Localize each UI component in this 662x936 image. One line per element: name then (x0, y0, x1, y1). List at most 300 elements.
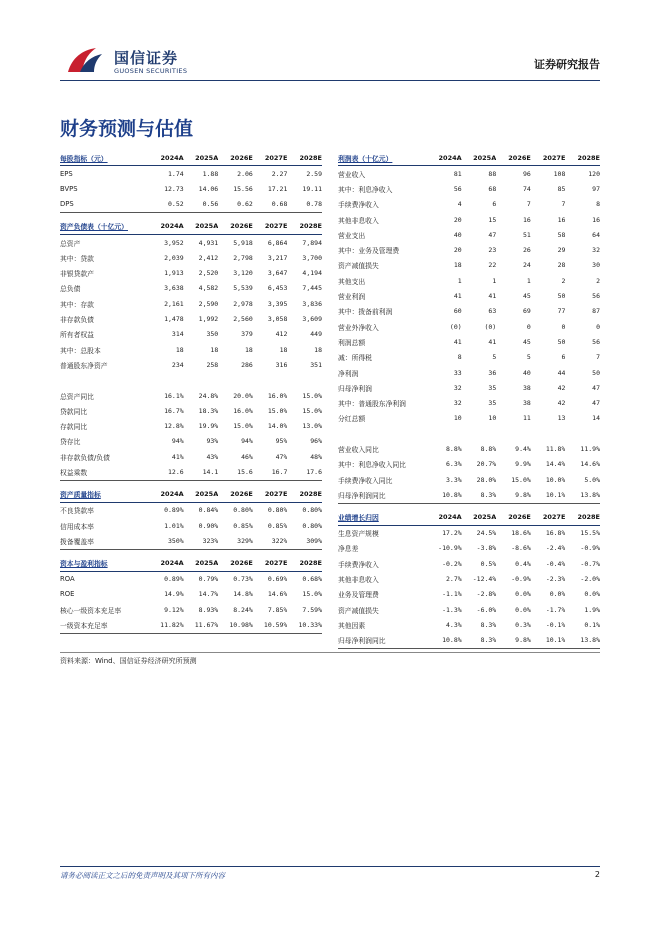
row-value: 0.0% (584, 590, 600, 599)
row-value: 4,582 (198, 284, 219, 293)
row-value: 1.01% (164, 521, 184, 530)
row-value: 17.21 (267, 184, 288, 193)
row-value: -2.0% (580, 575, 600, 584)
row-label: 归母净利润同比 (338, 633, 427, 649)
row-value: 412 (275, 330, 288, 339)
year-header: 2024A (427, 150, 462, 166)
row-label: 其中：拨备前利润 (338, 308, 393, 317)
row-value: 18 (453, 261, 462, 270)
row-value: 10.98% (218, 617, 253, 633)
row-value: 24 (522, 261, 531, 270)
row-value: 3,609 (302, 315, 322, 324)
table-row (338, 472, 600, 487)
row-value: 2,798 (233, 253, 253, 262)
row-value: 15.56 (233, 184, 253, 193)
row-value (184, 373, 219, 388)
row-value: (0) (484, 322, 497, 331)
table-title: 业绩增长归因 (338, 510, 427, 526)
row-value: 0.89% (164, 575, 184, 584)
row-value: 3,120 (233, 269, 253, 278)
row-value: 77 (557, 307, 566, 316)
row-value: 14.9% (164, 590, 184, 599)
row-label: BVPS (60, 184, 78, 193)
table-row (338, 365, 600, 380)
row-value: 3.3% (446, 475, 462, 484)
table-row (338, 304, 600, 319)
row-label: 贷款同比 (60, 407, 88, 416)
table-row (338, 273, 600, 288)
row-value: 0.68 (253, 197, 288, 213)
row-value: 16.7% (164, 406, 184, 415)
row-value: 0.1% (584, 620, 600, 629)
row-value: 2.27 (271, 169, 288, 178)
row-value: 7 (526, 200, 531, 209)
table-header-row (60, 219, 322, 235)
row-value (253, 373, 288, 388)
row-value: 32 (592, 246, 600, 255)
row-value: -0.2% (442, 559, 462, 568)
row-value: 50 (557, 292, 566, 301)
row-value: 41 (488, 337, 497, 346)
row-value: 0.78 (287, 197, 322, 213)
row-value: 47 (592, 399, 600, 408)
page-header (60, 42, 600, 82)
row-value: 0.0% (549, 590, 566, 599)
row-value: 0.4% (515, 559, 531, 568)
table-row (60, 197, 322, 213)
row-label: 资产减值损失 (338, 606, 379, 615)
row-value: 24.5% (476, 529, 497, 538)
row-value: 323% (184, 533, 219, 549)
row-value: (0) (449, 322, 462, 331)
row-label: 营业外净收入 (338, 323, 379, 332)
row-value: 3,952 (164, 238, 184, 247)
table-row (338, 380, 600, 395)
row-value: 33 (453, 368, 462, 377)
row-value: 94% (171, 437, 184, 446)
table-header-row (60, 487, 322, 503)
row-value: 15 (488, 215, 497, 224)
row-value: 47% (275, 452, 288, 461)
row-value: 16.8% (545, 529, 566, 538)
row-value: 10.59% (253, 617, 288, 633)
row-value: 8.8% (480, 444, 497, 453)
year-header: 2026E (496, 150, 531, 166)
row-label: 一级资本充足率 (60, 617, 149, 633)
row-value: 5,539 (233, 284, 253, 293)
table-row (338, 541, 600, 556)
financial-table (60, 150, 322, 213)
left-column-tables (60, 150, 322, 640)
row-value: 2.7% (446, 575, 462, 584)
year-header: 2028E (565, 150, 600, 166)
table-row (338, 487, 600, 503)
row-value: 350% (149, 533, 184, 549)
row-value: 7,894 (302, 238, 322, 247)
row-value: 379 (241, 330, 253, 339)
table-row (338, 258, 600, 273)
row-value: 9.9% (515, 460, 531, 469)
row-label: 其他非息收入 (338, 576, 379, 585)
row-value (427, 426, 462, 441)
table-row (338, 350, 600, 365)
row-value: -1.3% (442, 605, 462, 614)
table-row (60, 166, 322, 182)
row-value: 19.9% (198, 422, 219, 431)
row-value: 14.06 (198, 184, 219, 193)
row-label: 减：所得税 (338, 354, 372, 363)
row-value: 5 (492, 353, 497, 362)
row-value: 7.85% (267, 605, 288, 614)
row-value: 2.59 (306, 169, 322, 178)
row-value: -6.0% (476, 605, 497, 614)
table-row (60, 418, 322, 433)
table-row (60, 617, 322, 633)
row-value: 18.6% (511, 529, 531, 538)
table-row (338, 242, 600, 257)
row-label: 营业利润 (338, 293, 366, 302)
table-row (60, 265, 322, 280)
row-value: 32 (453, 383, 462, 392)
row-value: 41% (171, 452, 184, 461)
row-value: 7,445 (302, 284, 322, 293)
year-header: 2025A (184, 219, 219, 235)
data-source-note: 资料来源：Wind、国信证券经济研究所预测 (60, 657, 197, 665)
row-value: 9.8% (496, 633, 531, 649)
row-value: 120 (588, 169, 600, 178)
row-value: 0.62 (218, 197, 253, 213)
source-divider (60, 652, 600, 653)
row-value: 316 (275, 360, 288, 369)
row-value: 1,478 (164, 315, 184, 324)
year-header: 2025A (184, 150, 219, 166)
table-row (338, 319, 600, 334)
row-value: -12.4% (472, 575, 497, 584)
row-value: 5,918 (233, 238, 253, 247)
row-label: 贷存比 (60, 438, 81, 447)
row-value: 0.56 (184, 197, 219, 213)
row-value: 18 (279, 345, 288, 354)
row-value: 0.0% (515, 590, 531, 599)
row-value: 56 (592, 337, 600, 346)
row-value: -0.1% (545, 620, 566, 629)
row-value: 6 (492, 200, 497, 209)
row-label: 其中：存款 (60, 300, 94, 309)
row-value: 8.24% (233, 605, 253, 614)
row-value: 0.69% (267, 575, 288, 584)
report-type-label: 证券研究报告 (534, 58, 600, 71)
table-row (338, 288, 600, 303)
row-value: -1.1% (442, 590, 462, 599)
row-value: 20 (453, 215, 462, 224)
row-value: 29 (557, 246, 566, 255)
guosen-logo-icon (66, 46, 104, 76)
table-header-row (60, 150, 322, 166)
row-value: 96% (310, 437, 322, 446)
year-header: 2025A (462, 510, 497, 526)
logo-english-name: GUOSEN SECURITIES (114, 67, 188, 75)
table-row (60, 502, 322, 518)
row-value: 15.0% (267, 406, 288, 415)
row-value: 68 (488, 184, 497, 193)
table-row (60, 518, 322, 533)
table-row (60, 449, 322, 464)
row-value: 14.8% (233, 590, 253, 599)
row-value: 74 (522, 184, 531, 193)
year-header: 2026E (496, 510, 531, 526)
year-header: 2027E (531, 150, 566, 166)
row-value: 16.0% (233, 406, 253, 415)
row-value: 13.8% (565, 633, 600, 649)
row-label: 资产减值损失 (338, 262, 379, 271)
table-row (60, 373, 322, 388)
table-row (60, 234, 322, 250)
row-value: 0.85% (267, 521, 288, 530)
row-value: 51 (522, 230, 531, 239)
row-value: 42 (557, 383, 566, 392)
row-label: 其他因素 (338, 621, 366, 630)
row-value: 8 (457, 353, 462, 362)
financial-table (338, 510, 600, 649)
year-header: 2026E (218, 556, 253, 572)
row-value: 46% (241, 452, 253, 461)
row-value: 87 (592, 307, 600, 316)
row-label: 非存款负债 (60, 316, 94, 325)
row-value: 35 (488, 383, 497, 392)
row-value: 0.68% (302, 575, 322, 584)
row-label: 利润总额 (338, 338, 366, 347)
row-value: 0.90% (198, 521, 219, 530)
row-value: 10.8% (427, 633, 462, 649)
row-value: 108 (553, 169, 566, 178)
row-value: 43% (206, 452, 219, 461)
row-value: 47 (592, 383, 600, 392)
row-value: 36 (488, 368, 497, 377)
table-row (338, 334, 600, 349)
disclaimer-text: 请务必阅读正文之后的免责声明及其项下所有内容 (60, 871, 225, 880)
row-value: 351 (310, 360, 322, 369)
year-header: 2025A (462, 150, 497, 166)
table-row (60, 602, 322, 617)
year-header: 2028E (287, 556, 322, 572)
row-value: 10 (453, 414, 462, 423)
row-value (218, 373, 253, 388)
row-value: 32 (453, 399, 462, 408)
table-row (338, 411, 600, 426)
row-label: 存款同比 (60, 423, 88, 432)
row-label: 其中：利息净收入 (338, 185, 393, 194)
row-value: 8.8% (446, 444, 462, 453)
table-row (60, 296, 322, 311)
row-value: 350 (206, 330, 219, 339)
row-value: 1,992 (198, 315, 219, 324)
row-value: 45 (522, 292, 531, 301)
row-value: 14.1 (184, 464, 219, 480)
table-row (60, 327, 322, 342)
row-value: 6,453 (267, 284, 288, 293)
row-label: 营业支出 (338, 231, 366, 240)
row-value: 45 (522, 337, 531, 346)
row-value: -0.9% (580, 544, 600, 553)
row-value: 3,647 (267, 269, 288, 278)
financial-table (60, 219, 322, 481)
row-value: 10.1% (531, 487, 566, 503)
table-row (338, 633, 600, 649)
table-row (338, 197, 600, 212)
row-value: 4.3% (446, 620, 462, 629)
logo-chinese-name: 国信证券 (114, 49, 179, 67)
row-label: 所有者权益 (60, 331, 94, 340)
year-header: 2028E (565, 510, 600, 526)
row-label: 其中：业务及管理费 (338, 247, 400, 256)
row-label: DPS (60, 197, 149, 213)
row-value: 0.52 (149, 197, 184, 213)
row-value: 16 (522, 215, 531, 224)
year-header: 2028E (287, 487, 322, 503)
row-value: 3,395 (267, 299, 288, 308)
table-row (338, 587, 600, 602)
row-value: 60 (453, 307, 462, 316)
row-value: -1.7% (545, 605, 566, 614)
year-header: 2028E (287, 150, 322, 166)
row-value: 11.82% (149, 617, 184, 633)
row-value: 7 (596, 353, 600, 362)
row-value: 0.80% (302, 521, 322, 530)
row-value: 14.6% (580, 460, 600, 469)
row-value: 6 (561, 353, 566, 362)
row-value: -0.4% (545, 559, 566, 568)
row-value: 2,560 (233, 315, 253, 324)
row-label: 其中：总股本 (60, 346, 101, 355)
year-header: 2027E (531, 510, 566, 526)
row-value: 1,913 (164, 269, 184, 278)
table-row (338, 426, 600, 441)
row-value: 96 (522, 169, 531, 178)
row-value: -10.9% (438, 544, 462, 553)
row-value: 20 (453, 246, 462, 255)
row-value: -2.4% (545, 544, 566, 553)
row-label: 总资产 (60, 239, 81, 248)
row-value: 15.0% (302, 406, 322, 415)
table-row (60, 181, 322, 196)
financial-table (60, 487, 322, 550)
row-value: 40 (522, 368, 531, 377)
row-label (338, 426, 427, 441)
table-row (60, 403, 322, 418)
row-value: 0.0% (515, 605, 531, 614)
row-value: 0 (596, 322, 600, 331)
row-value: 97 (592, 184, 600, 193)
row-value: 286 (241, 360, 253, 369)
row-label: 生息资产规模 (338, 530, 379, 539)
row-value: 1 (526, 276, 531, 285)
row-value: -0.9% (511, 575, 531, 584)
row-value: 69 (522, 307, 531, 316)
row-label (60, 373, 149, 388)
row-value (531, 426, 566, 441)
row-label: ROE (60, 590, 75, 599)
row-value: -8.6% (511, 544, 531, 553)
row-value: 0.5% (480, 559, 497, 568)
row-value: 20.7% (476, 460, 497, 469)
row-label: 其中：普通股东净利润 (338, 400, 406, 409)
row-value: 0 (561, 322, 566, 331)
row-value: 23 (488, 246, 497, 255)
row-value: 0.73% (233, 575, 253, 584)
row-value: 16 (592, 215, 600, 224)
row-value: -2.8% (476, 590, 497, 599)
row-label: 普通股东净资产 (60, 361, 108, 370)
table-spacer (60, 634, 322, 640)
row-value: 10.8% (427, 487, 462, 503)
table-row (60, 571, 322, 587)
table-header-row (60, 556, 322, 572)
row-value: -0.7% (580, 559, 600, 568)
row-label: 其中：利息净收入同比 (338, 461, 406, 470)
table-row (338, 395, 600, 410)
year-header: 2026E (218, 150, 253, 166)
row-value: 0.84% (198, 506, 219, 515)
row-label: 不良贷款率 (60, 507, 94, 516)
table-row (60, 342, 322, 357)
row-value: 16.0% (267, 391, 288, 400)
row-value (496, 426, 531, 441)
row-value: 8.3% (480, 620, 497, 629)
row-value: 15.0% (233, 422, 253, 431)
row-label: EPS (60, 169, 73, 178)
row-value: 0.79% (198, 575, 219, 584)
row-value: 11.9% (580, 444, 600, 453)
table-title: 资本与盈利指标 (60, 556, 149, 572)
year-header: 2027E (253, 150, 288, 166)
row-value: 4,194 (302, 269, 322, 278)
row-value: 14 (592, 414, 600, 423)
table-row (60, 587, 322, 602)
row-label: 其中：贷款 (60, 254, 94, 263)
row-value: 12.8% (164, 422, 184, 431)
row-value: 17.2% (442, 529, 462, 538)
row-value: 9.4% (515, 444, 531, 453)
row-value: 10.1% (531, 633, 566, 649)
row-label: 营业收入 (338, 170, 366, 179)
row-value: 10.33% (287, 617, 322, 633)
row-value: 9.12% (164, 605, 184, 614)
row-value: 41 (453, 337, 462, 346)
row-value: 7 (561, 200, 566, 209)
row-value: 12.73 (164, 184, 184, 193)
year-header: 2027E (253, 556, 288, 572)
row-value: 63 (488, 307, 497, 316)
row-value: 2,520 (198, 269, 219, 278)
row-value: 50 (592, 368, 600, 377)
row-value: 14.7% (198, 590, 219, 599)
row-value: 24.8% (198, 391, 219, 400)
financial-table (60, 556, 322, 634)
row-label: 营业收入同比 (338, 445, 379, 454)
row-value (287, 373, 322, 388)
year-header: 2026E (218, 487, 253, 503)
row-value: 1.9% (584, 605, 600, 614)
row-value: 2.06 (237, 169, 253, 178)
row-value: -3.8% (476, 544, 497, 553)
year-header: 2024A (149, 150, 184, 166)
table-row (338, 181, 600, 196)
row-value: 11 (522, 414, 531, 423)
row-value: -2.3% (545, 575, 566, 584)
row-value: 42 (557, 399, 566, 408)
row-value: 15.0% (511, 475, 531, 484)
row-label: 核心一级资本充足率 (60, 606, 122, 615)
